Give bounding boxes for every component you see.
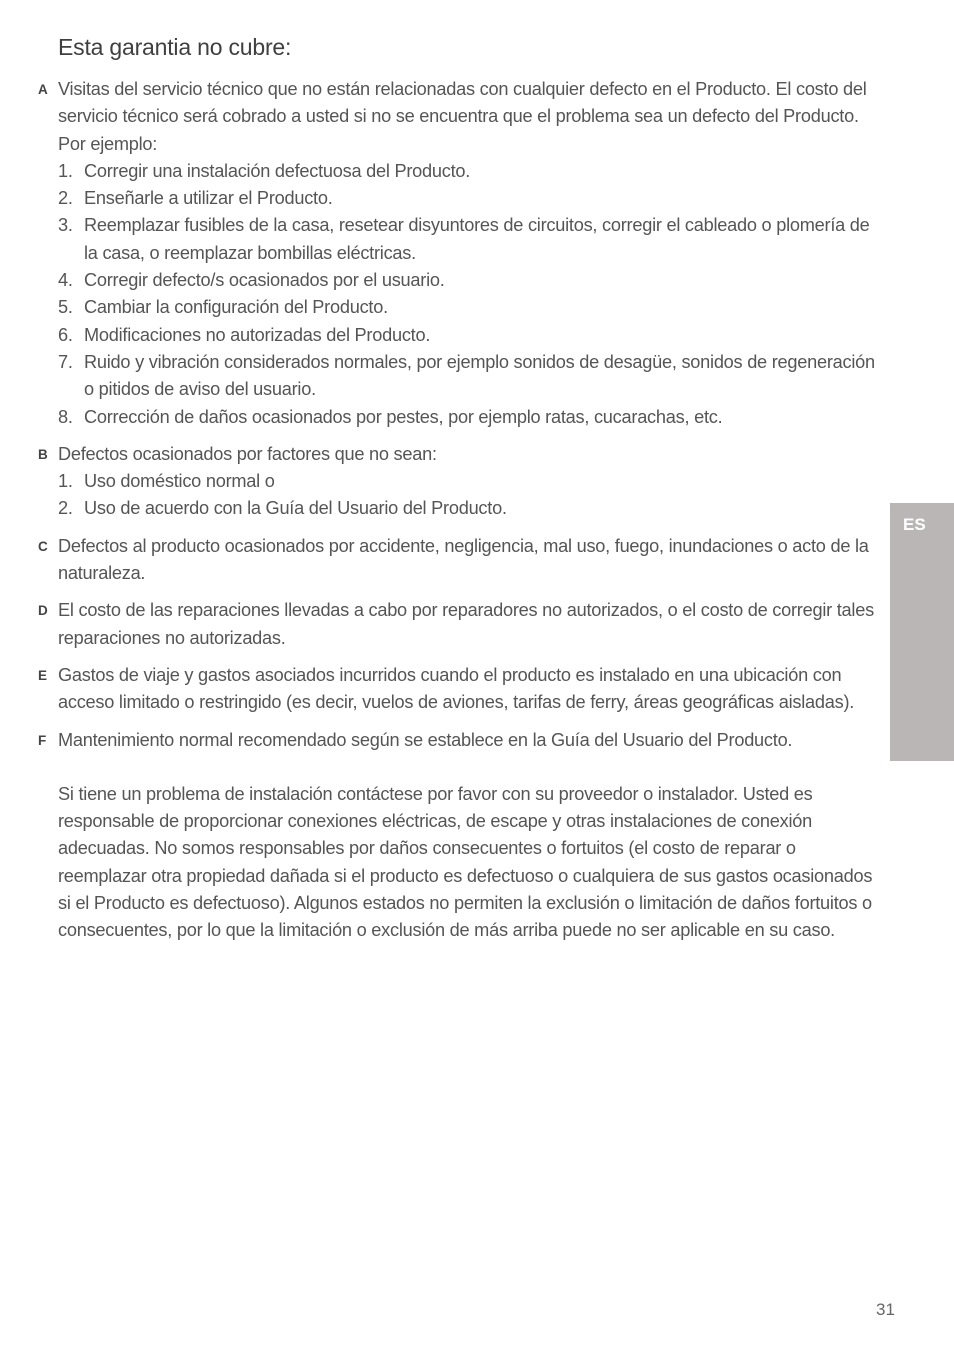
- closing-paragraph: Si tiene un problema de instalación contáctese por favor con su proveedor o instalador. Usted es responsable de proporcionar conexiones eléctricas, de escape y otras instalaciones de conexión adecuadas. No somos responsables por daños consecuentes o fortuitos (el costo de reparar o reemplazar otra propiedad dañada si el producto es defectuoso o cualquiera de sus gastos ocasionados si el Producto es defectuoso). Algunos estados no permiten la exclusión o limitación de daños fortuitos o consecuentes, por lo que la limitación o exclusión de más arriba puede no ser aplicable en su caso.: [58, 783, 873, 941]
- list-item: [58, 404, 883, 431]
- section-text: Gastos de viaje y gastos asociados incurridos cuando el producto es instalado en una ubicación con acceso limitado o restringido (es decir, vuelos de aviones, tarifas de ferry, áreas geográficas aisladas).: [58, 664, 855, 713]
- item-number: 3.: [58, 215, 73, 236]
- section-text: Mantenimiento normal recomendado según se establece en la Guía del Usuario del Producto.: [58, 729, 793, 750]
- list-item: [58, 322, 883, 349]
- section-letter: C: [38, 538, 48, 554]
- section-text: Defectos al producto ocasionados por accidente, negligencia, mal uso, fuego, inundaciones o acto de la naturaleza.: [58, 535, 869, 584]
- item-text: Cambiar la configuración del Producto.: [84, 297, 388, 318]
- list-item: [58, 267, 883, 294]
- item-number: 1.: [58, 471, 73, 492]
- item-number: 6.: [58, 324, 73, 345]
- list-item: [58, 468, 883, 495]
- section-e: [38, 662, 883, 717]
- page-heading: Esta garantia no cubre:: [58, 34, 292, 60]
- section-text: Defectos ocasionados por factores que no sean:: [58, 443, 437, 464]
- section-text: El costo de las reparaciones llevadas a cabo por reparadores no autorizados, o el costo de corregir tales reparaciones no autorizadas.: [58, 600, 874, 648]
- section-c: [38, 533, 883, 588]
- item-number: 1.: [58, 160, 73, 181]
- section-b: [38, 441, 883, 523]
- example-list: [58, 158, 883, 431]
- item-number: 2.: [58, 188, 73, 209]
- page-number: 31: [876, 1300, 895, 1319]
- item-text: Corregir defecto/s ocasionados por el usuario.: [84, 270, 445, 291]
- warranty-exclusions: [38, 76, 883, 963]
- item-text: Ruido y vibración considerados normales, por ejemplo sonidos de desagüe, sonidos de regeneración o pitidos de aviso del usuario.: [84, 351, 875, 400]
- list-item: [58, 212, 883, 267]
- list-item: [58, 185, 883, 212]
- section-f: [38, 727, 883, 754]
- item-text: Uso doméstico normal o: [84, 471, 275, 492]
- section-letter: A: [38, 82, 48, 97]
- section-letter: F: [38, 732, 46, 748]
- list-item: [58, 294, 883, 321]
- language-tab-label: ES: [903, 515, 926, 534]
- item-number: 2.: [58, 498, 73, 519]
- item-text: Corregir una instalación defectuosa del Producto.: [84, 160, 471, 181]
- section-letter: D: [38, 603, 48, 619]
- item-text: Uso de acuerdo con la Guía del Usuario del Producto.: [84, 498, 507, 519]
- list-item: [58, 158, 883, 185]
- list-item: [58, 349, 883, 404]
- section-letter: B: [38, 446, 48, 462]
- item-text: Reemplazar fusibles de la casa, resetear disyuntores de circuitos, corregir el cableado o plomería de la casa, o reemplazar bombillas eléctricas.: [84, 215, 870, 263]
- item-text: Modificaciones no autorizadas del Producto.: [84, 324, 431, 345]
- item-text: Enseñarle a utilizar el Producto.: [84, 188, 333, 209]
- condition-list: [58, 468, 883, 523]
- section-text: Visitas del servicio técnico que no están relacionadas con cualquier defecto en el Producto. El costo del servicio técnico será cobrado a usted si no se encuentra que el problema sea un defecto del Producto. Por ejemplo:: [58, 79, 867, 154]
- item-number: 5.: [58, 297, 73, 318]
- list-item: [58, 495, 883, 522]
- section-d: [38, 597, 883, 652]
- item-text: Corrección de daños ocasionados por pestes, por ejemplo ratas, cucarachas, etc.: [84, 406, 723, 427]
- section-a: [38, 76, 883, 431]
- language-tab: [890, 503, 954, 761]
- item-number: 4.: [58, 270, 73, 291]
- section-letter: E: [38, 667, 47, 683]
- item-number: 7.: [58, 351, 73, 372]
- item-number: 8.: [58, 406, 73, 427]
